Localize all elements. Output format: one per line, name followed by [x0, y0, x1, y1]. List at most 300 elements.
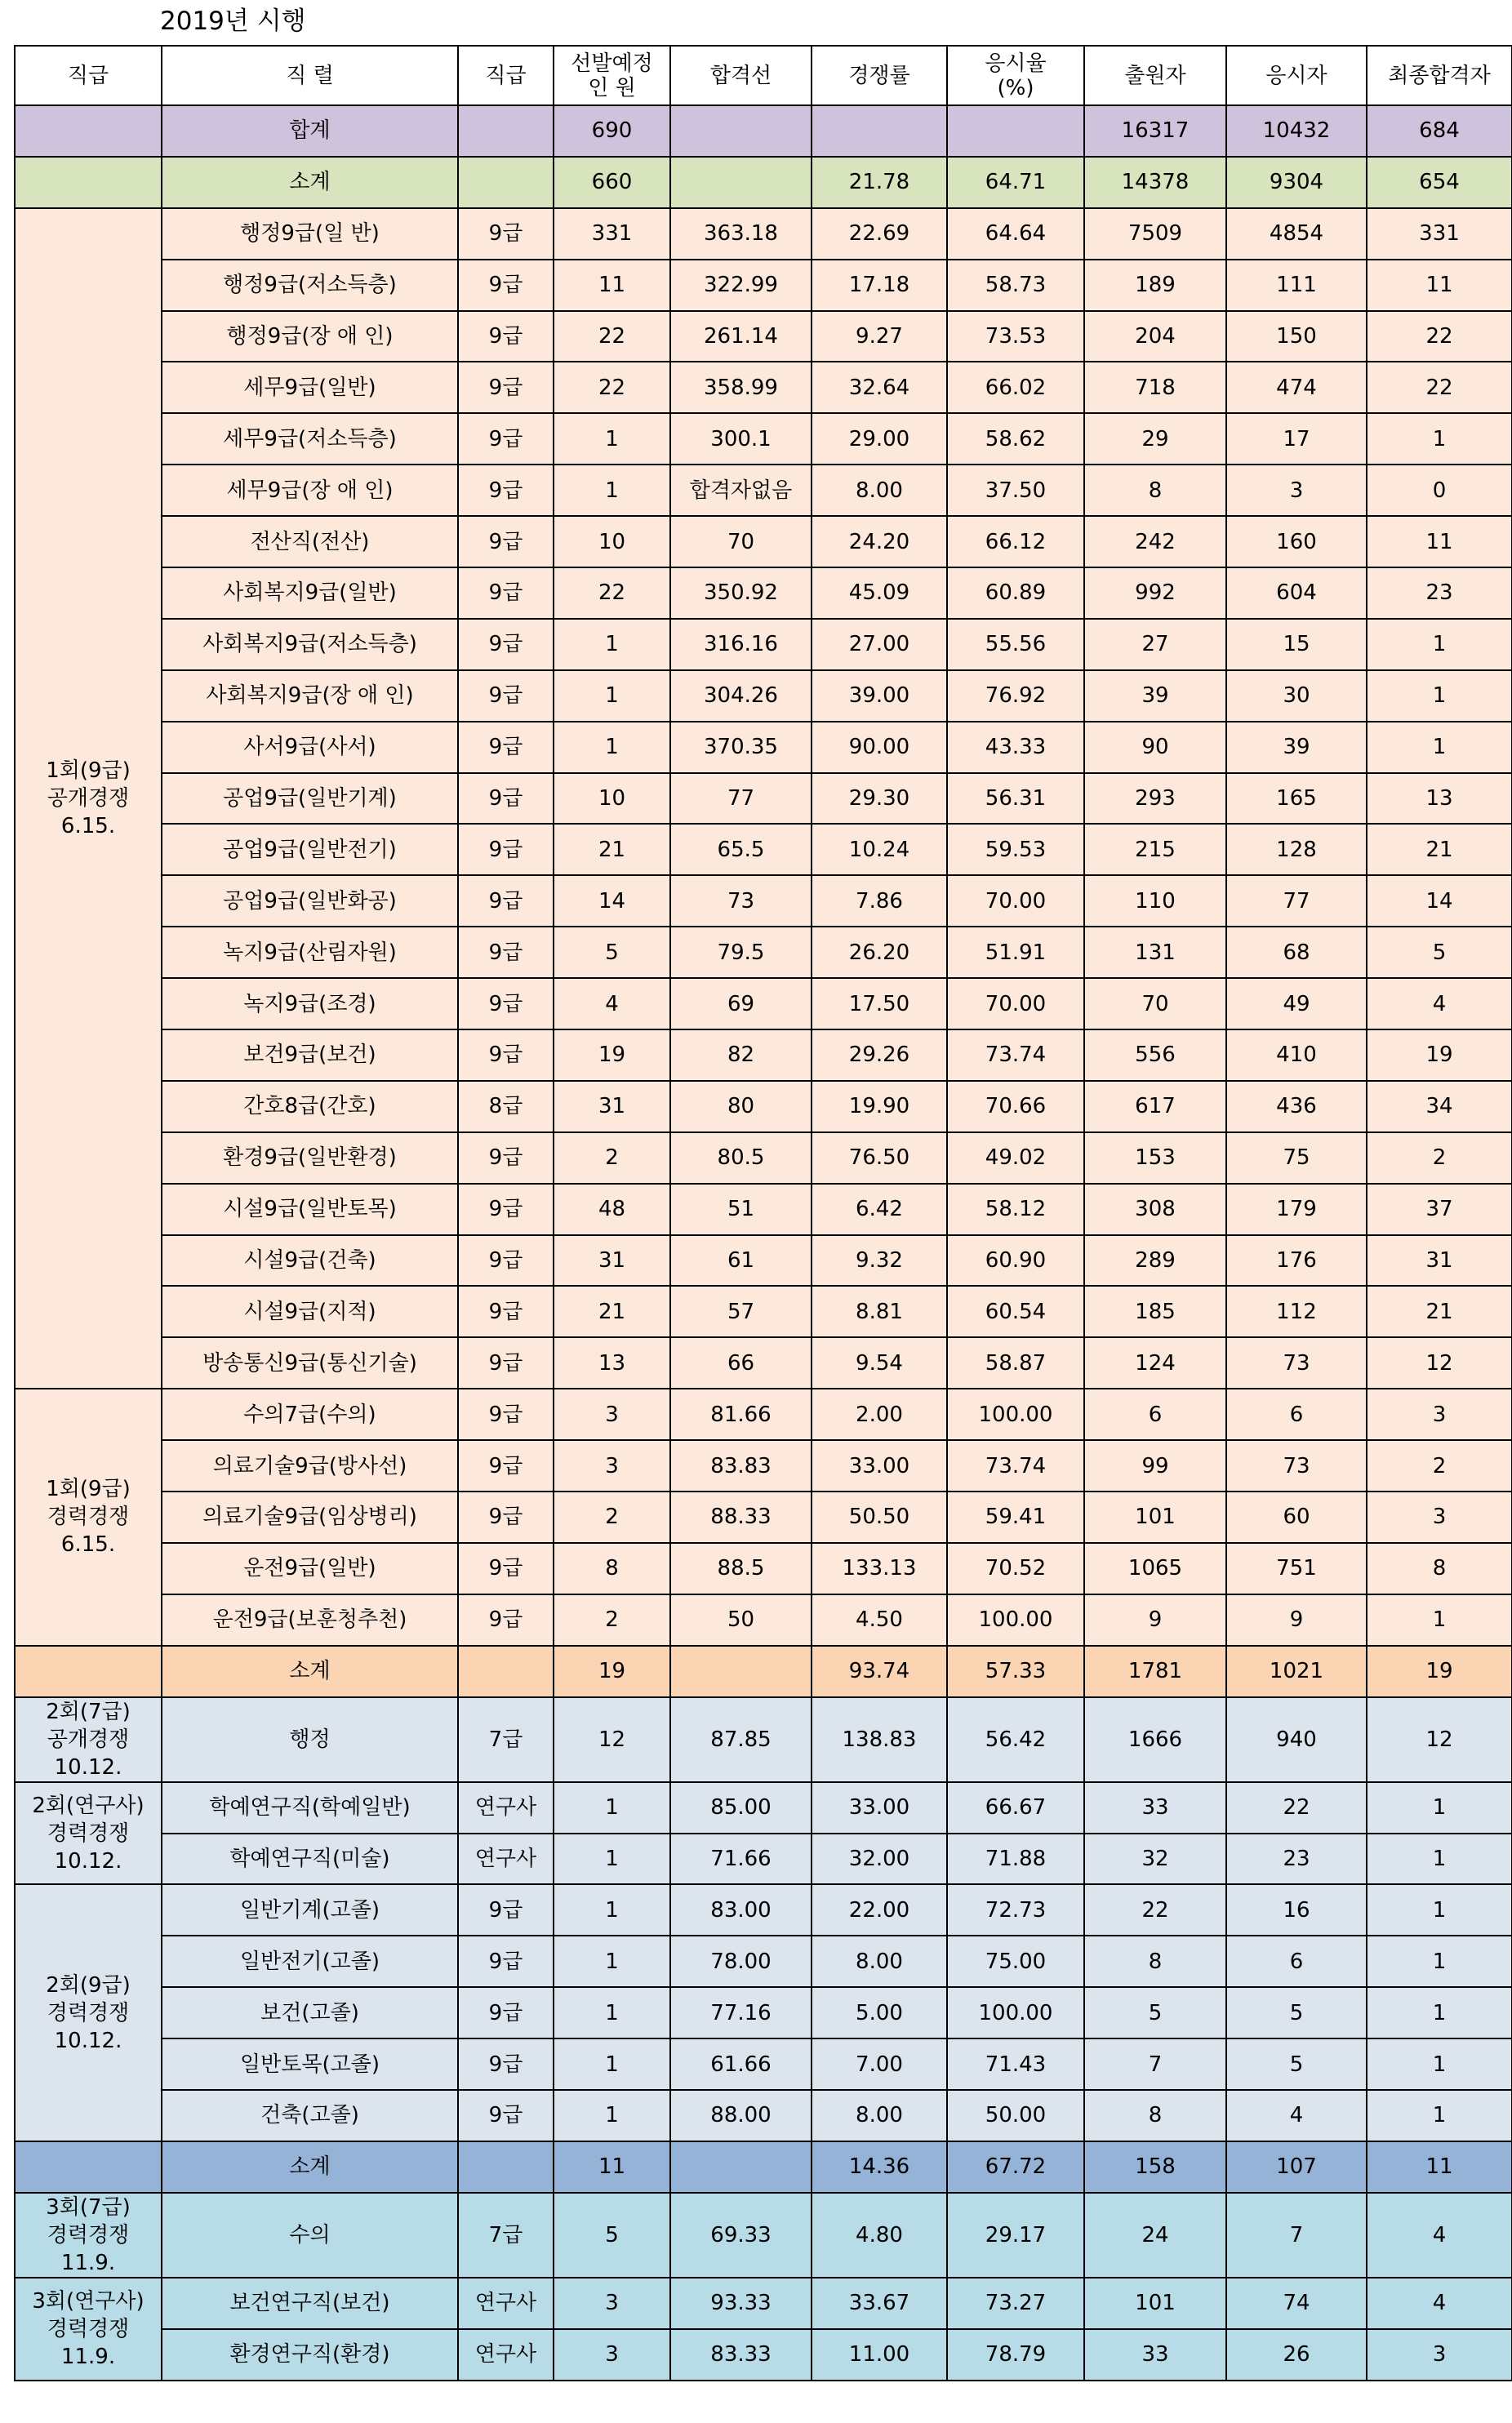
- planned-cell: 2: [554, 1594, 670, 1646]
- applicants-cell: 39: [1084, 670, 1226, 722]
- ratio-cell: 11.00: [812, 2329, 947, 2381]
- cutoff-cell: 82: [670, 1029, 812, 1081]
- planned-cell: 1: [554, 465, 670, 516]
- series-cell: 학예연구직(미술): [162, 1834, 458, 1885]
- examinees-cell: 16: [1226, 1884, 1367, 1936]
- series-cell: 운전9급(일반): [162, 1543, 458, 1594]
- grade-cell: 9급: [458, 1936, 554, 1987]
- ratio-cell: 29.30: [812, 773, 947, 825]
- ratio-cell: 33.00: [812, 1782, 947, 1834]
- passed-cell: 1: [1367, 2038, 1512, 2090]
- grade-cell: 7급: [458, 1697, 554, 1782]
- series-cell: 학예연구직(학예일반): [162, 1782, 458, 1834]
- applicants-cell: 992: [1084, 567, 1226, 619]
- grade-cell: 9급: [458, 208, 554, 260]
- table-row: [15, 413, 1512, 465]
- examinees-cell: 111: [1226, 260, 1367, 311]
- cutoff-cell: 93.33: [670, 2278, 812, 2329]
- applicants-cell: 29: [1084, 413, 1226, 465]
- rate-cell: 75.00: [947, 1936, 1084, 1987]
- table-row: [15, 1594, 1512, 1646]
- ratio-cell: 76.50: [812, 1132, 947, 1184]
- rate-cell: 73.74: [947, 1029, 1084, 1081]
- applicants-cell: 1781: [1084, 1646, 1226, 1697]
- examinees-cell: 22: [1226, 1782, 1367, 1834]
- passed-cell: 11: [1367, 260, 1512, 311]
- examinees-cell: 165: [1226, 773, 1367, 825]
- series-cell: 세무9급(저소득층): [162, 413, 458, 465]
- cutoff-cell: 61.66: [670, 2038, 812, 2090]
- examinees-cell: 49: [1226, 978, 1367, 1029]
- planned-cell: 1: [554, 1834, 670, 1885]
- group-label-cell: 2회(7급) 공개경쟁 10.12.: [15, 1697, 162, 1782]
- cutoff-cell: 85.00: [670, 1782, 812, 1834]
- planned-cell: 1: [554, 1884, 670, 1936]
- ratio-cell: 4.80: [812, 2193, 947, 2278]
- rate-cell: 66.12: [947, 516, 1084, 567]
- grade-cell: 9급: [458, 978, 554, 1029]
- cutoff-cell: 51: [670, 1184, 812, 1235]
- rate-cell: 100.00: [947, 1594, 1084, 1646]
- applicants-cell: 124: [1084, 1337, 1226, 1389]
- grade-cell: 9급: [458, 1492, 554, 1543]
- table-row: [15, 2329, 1512, 2381]
- planned-cell: 660: [554, 157, 670, 208]
- planned-cell: 690: [554, 105, 670, 157]
- rate-cell: 67.72: [947, 2141, 1084, 2193]
- passed-cell: 331: [1367, 208, 1512, 260]
- ratio-cell: 21.78: [812, 157, 947, 208]
- grade-cell: 9급: [458, 260, 554, 311]
- header-planned: 선발예정 인 원: [554, 46, 670, 105]
- rate-cell: [947, 105, 1084, 157]
- rate-cell: 73.74: [947, 1440, 1084, 1492]
- applicants-cell: 110: [1084, 875, 1226, 927]
- passed-cell: 13: [1367, 773, 1512, 825]
- passed-cell: 1: [1367, 1987, 1512, 2038]
- grade-cell: 9급: [458, 773, 554, 825]
- grade-cell: 9급: [458, 413, 554, 465]
- planned-cell: 3: [554, 2278, 670, 2329]
- table-row: [15, 1029, 1512, 1081]
- applicants-cell: 617: [1084, 1081, 1226, 1132]
- cutoff-cell: 88.33: [670, 1492, 812, 1543]
- applicants-cell: 8: [1084, 1936, 1226, 1987]
- applicants-cell: 9: [1084, 1594, 1226, 1646]
- planned-cell: 19: [554, 1646, 670, 1697]
- passed-cell: 1: [1367, 619, 1512, 670]
- ratio-cell: 2.00: [812, 1389, 947, 1440]
- passed-cell: 1: [1367, 670, 1512, 722]
- examinees-cell: 73: [1226, 1440, 1367, 1492]
- header-rate: 응시율 (%): [947, 46, 1084, 105]
- ratio-cell: 8.00: [812, 2090, 947, 2141]
- grade-cell: [458, 105, 554, 157]
- rate-cell: 70.00: [947, 978, 1084, 1029]
- table-row: [15, 1184, 1512, 1235]
- rate-cell: 73.53: [947, 311, 1084, 362]
- passed-cell: 21: [1367, 1286, 1512, 1337]
- table-row: [15, 516, 1512, 567]
- examinees-cell: 6: [1226, 1389, 1367, 1440]
- cutoff-cell: 80.5: [670, 1132, 812, 1184]
- table-row: [15, 619, 1512, 670]
- series-cell: 시설9급(지적): [162, 1286, 458, 1337]
- rate-cell: 66.67: [947, 1782, 1084, 1834]
- applicants-cell: 131: [1084, 927, 1226, 978]
- ratio-cell: 17.50: [812, 978, 947, 1029]
- series-cell: 공업9급(일반기계): [162, 773, 458, 825]
- series-cell: 방송통신9급(통신기술): [162, 1337, 458, 1389]
- applicants-cell: 718: [1084, 362, 1226, 413]
- grade-cell: 9급: [458, 670, 554, 722]
- examinees-cell: 179: [1226, 1184, 1367, 1235]
- passed-cell: 12: [1367, 1337, 1512, 1389]
- cutoff-cell: 77: [670, 773, 812, 825]
- series-cell: 일반토목(고졸): [162, 2038, 458, 2090]
- table-body: [15, 105, 1512, 2381]
- cutoff-cell: 66: [670, 1337, 812, 1389]
- ratio-cell: 22.00: [812, 1884, 947, 1936]
- applicants-cell: 1666: [1084, 1697, 1226, 1782]
- rate-cell: 56.42: [947, 1697, 1084, 1782]
- passed-cell: 19: [1367, 1029, 1512, 1081]
- series-cell: 보건(고졸): [162, 1987, 458, 2038]
- examinees-cell: 751: [1226, 1543, 1367, 1594]
- grade-cell: 9급: [458, 567, 554, 619]
- rate-cell: 59.53: [947, 824, 1084, 875]
- planned-cell: 2: [554, 1492, 670, 1543]
- rate-cell: 70.00: [947, 875, 1084, 927]
- cutoff-cell: 80: [670, 1081, 812, 1132]
- examinees-cell: 75: [1226, 1132, 1367, 1184]
- planned-cell: 11: [554, 2141, 670, 2193]
- rate-cell: 29.17: [947, 2193, 1084, 2278]
- group-label-cell: 3회(7급) 경력경쟁 11.9.: [15, 2193, 162, 2278]
- series-cell: 소계: [162, 2141, 458, 2193]
- examinees-cell: 73: [1226, 1337, 1367, 1389]
- rate-cell: 78.79: [947, 2329, 1084, 2381]
- header-examinees: 응시자: [1226, 46, 1367, 105]
- applicants-cell: 242: [1084, 516, 1226, 567]
- table-row: [15, 1337, 1512, 1389]
- planned-cell: 1: [554, 1782, 670, 1834]
- rate-cell: 59.41: [947, 1492, 1084, 1543]
- table-row: [15, 1543, 1512, 1594]
- passed-cell: 1: [1367, 1782, 1512, 1834]
- examinees-cell: 128: [1226, 824, 1367, 875]
- cutoff-cell: 261.14: [670, 311, 812, 362]
- series-cell: 사회복지9급(장 애 인): [162, 670, 458, 722]
- grade-cell: 9급: [458, 1987, 554, 2038]
- table-row: [15, 2090, 1512, 2141]
- header-grade: 직급: [458, 46, 554, 105]
- grade-cell: 7급: [458, 2193, 554, 2278]
- ratio-cell: 4.50: [812, 1594, 947, 1646]
- cutoff-cell: 370.35: [670, 722, 812, 773]
- planned-cell: 2: [554, 1132, 670, 1184]
- applicants-cell: 24: [1084, 2193, 1226, 2278]
- rate-cell: 55.56: [947, 619, 1084, 670]
- rate-cell: 60.90: [947, 1235, 1084, 1287]
- applicants-cell: 99: [1084, 1440, 1226, 1492]
- ratio-cell: 50.50: [812, 1492, 947, 1543]
- cutoff-cell: 81.66: [670, 1389, 812, 1440]
- rate-cell: 60.89: [947, 567, 1084, 619]
- applicants-cell: 7509: [1084, 208, 1226, 260]
- planned-cell: 11: [554, 260, 670, 311]
- examinees-cell: 160: [1226, 516, 1367, 567]
- grade-cell: 9급: [458, 1594, 554, 1646]
- rate-cell: 72.73: [947, 1884, 1084, 1936]
- document-title: 2019년 시행: [160, 7, 306, 36]
- applicants-cell: 158: [1084, 2141, 1226, 2193]
- planned-cell: 10: [554, 773, 670, 825]
- applicants-cell: 7: [1084, 2038, 1226, 2090]
- table-row: [15, 567, 1512, 619]
- series-cell: 세무9급(장 애 인): [162, 465, 458, 516]
- passed-cell: 684: [1367, 105, 1512, 157]
- cutoff-cell: 합격자없음: [670, 465, 812, 516]
- applicants-cell: 32: [1084, 1834, 1226, 1885]
- grade-cell: 9급: [458, 722, 554, 773]
- cutoff-cell: 350.92: [670, 567, 812, 619]
- category-cell: [15, 157, 162, 208]
- examinees-cell: 68: [1226, 927, 1367, 978]
- cutoff-cell: 304.26: [670, 670, 812, 722]
- planned-cell: 19: [554, 1029, 670, 1081]
- cutoff-cell: 83.00: [670, 1884, 812, 1936]
- rate-cell: 50.00: [947, 2090, 1084, 2141]
- applicants-cell: 293: [1084, 773, 1226, 825]
- grade-cell: 9급: [458, 1235, 554, 1287]
- table-row: [15, 1782, 1512, 1834]
- ratio-cell: 33.67: [812, 2278, 947, 2329]
- passed-cell: 19: [1367, 1646, 1512, 1697]
- cutoff-cell: [670, 1646, 812, 1697]
- applicants-cell: 308: [1084, 1184, 1226, 1235]
- header-row: [15, 46, 1512, 105]
- passed-cell: 5: [1367, 927, 1512, 978]
- applicants-cell: 289: [1084, 1235, 1226, 1287]
- examinees-cell: 74: [1226, 2278, 1367, 2329]
- ratio-cell: 45.09: [812, 567, 947, 619]
- planned-cell: 1: [554, 619, 670, 670]
- examinees-cell: 150: [1226, 311, 1367, 362]
- ratio-cell: 7.86: [812, 875, 947, 927]
- rate-cell: 57.33: [947, 1646, 1084, 1697]
- planned-cell: 21: [554, 824, 670, 875]
- grade-cell: 연구사: [458, 1782, 554, 1834]
- examinees-cell: 1021: [1226, 1646, 1367, 1697]
- table-row: [15, 208, 1512, 260]
- series-cell: 시설9급(일반토목): [162, 1184, 458, 1235]
- ratio-cell: 19.90: [812, 1081, 947, 1132]
- grade-cell: 연구사: [458, 1834, 554, 1885]
- planned-cell: 1: [554, 1987, 670, 2038]
- exam-results-table: [14, 45, 1512, 2381]
- examinees-cell: 5: [1226, 2038, 1367, 2090]
- ratio-cell: [812, 105, 947, 157]
- ratio-cell: 33.00: [812, 1440, 947, 1492]
- passed-cell: 4: [1367, 978, 1512, 1029]
- grade-cell: 연구사: [458, 2278, 554, 2329]
- rate-cell: 43.33: [947, 722, 1084, 773]
- rate-cell: 70.66: [947, 1081, 1084, 1132]
- rate-cell: 60.54: [947, 1286, 1084, 1337]
- applicants-cell: 101: [1084, 2278, 1226, 2329]
- series-cell: 사회복지9급(저소득층): [162, 619, 458, 670]
- planned-cell: 1: [554, 2090, 670, 2141]
- examinees-cell: 60: [1226, 1492, 1367, 1543]
- header-cutoff: 합격선: [670, 46, 812, 105]
- cutoff-cell: 61: [670, 1235, 812, 1287]
- ratio-cell: 26.20: [812, 927, 947, 978]
- rate-cell: 58.73: [947, 260, 1084, 311]
- planned-cell: 8: [554, 1543, 670, 1594]
- grade-cell: [458, 2141, 554, 2193]
- passed-cell: 2: [1367, 1440, 1512, 1492]
- table-row: [15, 1286, 1512, 1337]
- cutoff-cell: 78.00: [670, 1936, 812, 1987]
- cutoff-cell: 363.18: [670, 208, 812, 260]
- rate-cell: 100.00: [947, 1389, 1084, 1440]
- grade-cell: [458, 157, 554, 208]
- ratio-cell: 29.26: [812, 1029, 947, 1081]
- ratio-cell: 6.42: [812, 1184, 947, 1235]
- passed-cell: 14: [1367, 875, 1512, 927]
- applicants-cell: 556: [1084, 1029, 1226, 1081]
- planned-cell: 31: [554, 1235, 670, 1287]
- cutoff-cell: 70: [670, 516, 812, 567]
- table-row: [15, 1440, 1512, 1492]
- applicants-cell: 8: [1084, 2090, 1226, 2141]
- table-row: [15, 1389, 1512, 1440]
- table-row: [15, 362, 1512, 413]
- rate-cell: 58.87: [947, 1337, 1084, 1389]
- series-cell: 행정9급(장 애 인): [162, 311, 458, 362]
- grade-cell: 9급: [458, 1440, 554, 1492]
- grade-cell: 9급: [458, 1184, 554, 1235]
- series-cell: 의료기술9급(방사선): [162, 1440, 458, 1492]
- subtotal-row: [15, 157, 1512, 208]
- table-row: [15, 722, 1512, 773]
- cutoff-cell: 73: [670, 875, 812, 927]
- examinees-cell: 23: [1226, 1834, 1367, 1885]
- table-row: [15, 1987, 1512, 2038]
- examinees-cell: 26: [1226, 2329, 1367, 2381]
- series-cell: 소계: [162, 157, 458, 208]
- rate-cell: 64.64: [947, 208, 1084, 260]
- rate-cell: 56.31: [947, 773, 1084, 825]
- table-row: [15, 927, 1512, 978]
- category-cell: [15, 2141, 162, 2193]
- table-row: [15, 2038, 1512, 2090]
- ratio-cell: 39.00: [812, 670, 947, 722]
- ratio-cell: 24.20: [812, 516, 947, 567]
- passed-cell: 1: [1367, 1884, 1512, 1936]
- cutoff-cell: 69: [670, 978, 812, 1029]
- grade-cell: 9급: [458, 362, 554, 413]
- planned-cell: 22: [554, 311, 670, 362]
- planned-cell: 10: [554, 516, 670, 567]
- examinees-cell: 6: [1226, 1936, 1367, 1987]
- planned-cell: 1: [554, 670, 670, 722]
- applicants-cell: 215: [1084, 824, 1226, 875]
- table-row: [15, 1834, 1512, 1885]
- table-row: [15, 1697, 1512, 1782]
- passed-cell: 1: [1367, 722, 1512, 773]
- examinees-cell: 410: [1226, 1029, 1367, 1081]
- passed-cell: 34: [1367, 1081, 1512, 1132]
- grade-cell: 9급: [458, 1132, 554, 1184]
- examinees-cell: 112: [1226, 1286, 1367, 1337]
- applicants-cell: 204: [1084, 311, 1226, 362]
- table-row: [15, 670, 1512, 722]
- ratio-cell: 9.32: [812, 1235, 947, 1287]
- applicants-cell: 8: [1084, 465, 1226, 516]
- subtotal-row: [15, 1646, 1512, 1697]
- planned-cell: 48: [554, 1184, 670, 1235]
- rate-cell: 76.92: [947, 670, 1084, 722]
- applicants-cell: 101: [1084, 1492, 1226, 1543]
- planned-cell: 1: [554, 2038, 670, 2090]
- cutoff-cell: [670, 105, 812, 157]
- rate-cell: 70.52: [947, 1543, 1084, 1594]
- examinees-cell: 474: [1226, 362, 1367, 413]
- passed-cell: 11: [1367, 516, 1512, 567]
- cutoff-cell: 79.5: [670, 927, 812, 978]
- planned-cell: 12: [554, 1697, 670, 1782]
- cutoff-cell: 83.83: [670, 1440, 812, 1492]
- examinees-cell: 4: [1226, 2090, 1367, 2141]
- applicants-cell: 14378: [1084, 157, 1226, 208]
- examinees-cell: 940: [1226, 1697, 1367, 1782]
- planned-cell: 14: [554, 875, 670, 927]
- header-passed: 최종합격자: [1367, 46, 1512, 105]
- series-cell: 시설9급(건축): [162, 1235, 458, 1287]
- rate-cell: 49.02: [947, 1132, 1084, 1184]
- examinees-cell: 17: [1226, 413, 1367, 465]
- grade-cell: 9급: [458, 1543, 554, 1594]
- examinees-cell: 604: [1226, 567, 1367, 619]
- table-row: [15, 978, 1512, 1029]
- series-cell: 일반전기(고졸): [162, 1936, 458, 1987]
- table-row: [15, 875, 1512, 927]
- ratio-cell: 22.69: [812, 208, 947, 260]
- passed-cell: 31: [1367, 1235, 1512, 1287]
- table-row: [15, 1235, 1512, 1287]
- rate-cell: 100.00: [947, 1987, 1084, 2038]
- series-cell: 의료기술9급(임상병리): [162, 1492, 458, 1543]
- series-cell: 전산직(전산): [162, 516, 458, 567]
- grade-cell: 9급: [458, 824, 554, 875]
- total-row: [15, 105, 1512, 157]
- planned-cell: 22: [554, 362, 670, 413]
- grade-cell: 9급: [458, 619, 554, 670]
- planned-cell: 1: [554, 722, 670, 773]
- series-cell: 사회복지9급(일반): [162, 567, 458, 619]
- series-cell: 환경연구직(환경): [162, 2329, 458, 2381]
- examinees-cell: 5: [1226, 1987, 1367, 2038]
- series-cell: 소계: [162, 1646, 458, 1697]
- series-cell: 일반기계(고졸): [162, 1884, 458, 1936]
- cutoff-cell: 322.99: [670, 260, 812, 311]
- series-cell: 사서9급(사서): [162, 722, 458, 773]
- rate-cell: 73.27: [947, 2278, 1084, 2329]
- passed-cell: 22: [1367, 362, 1512, 413]
- ratio-cell: 14.36: [812, 2141, 947, 2193]
